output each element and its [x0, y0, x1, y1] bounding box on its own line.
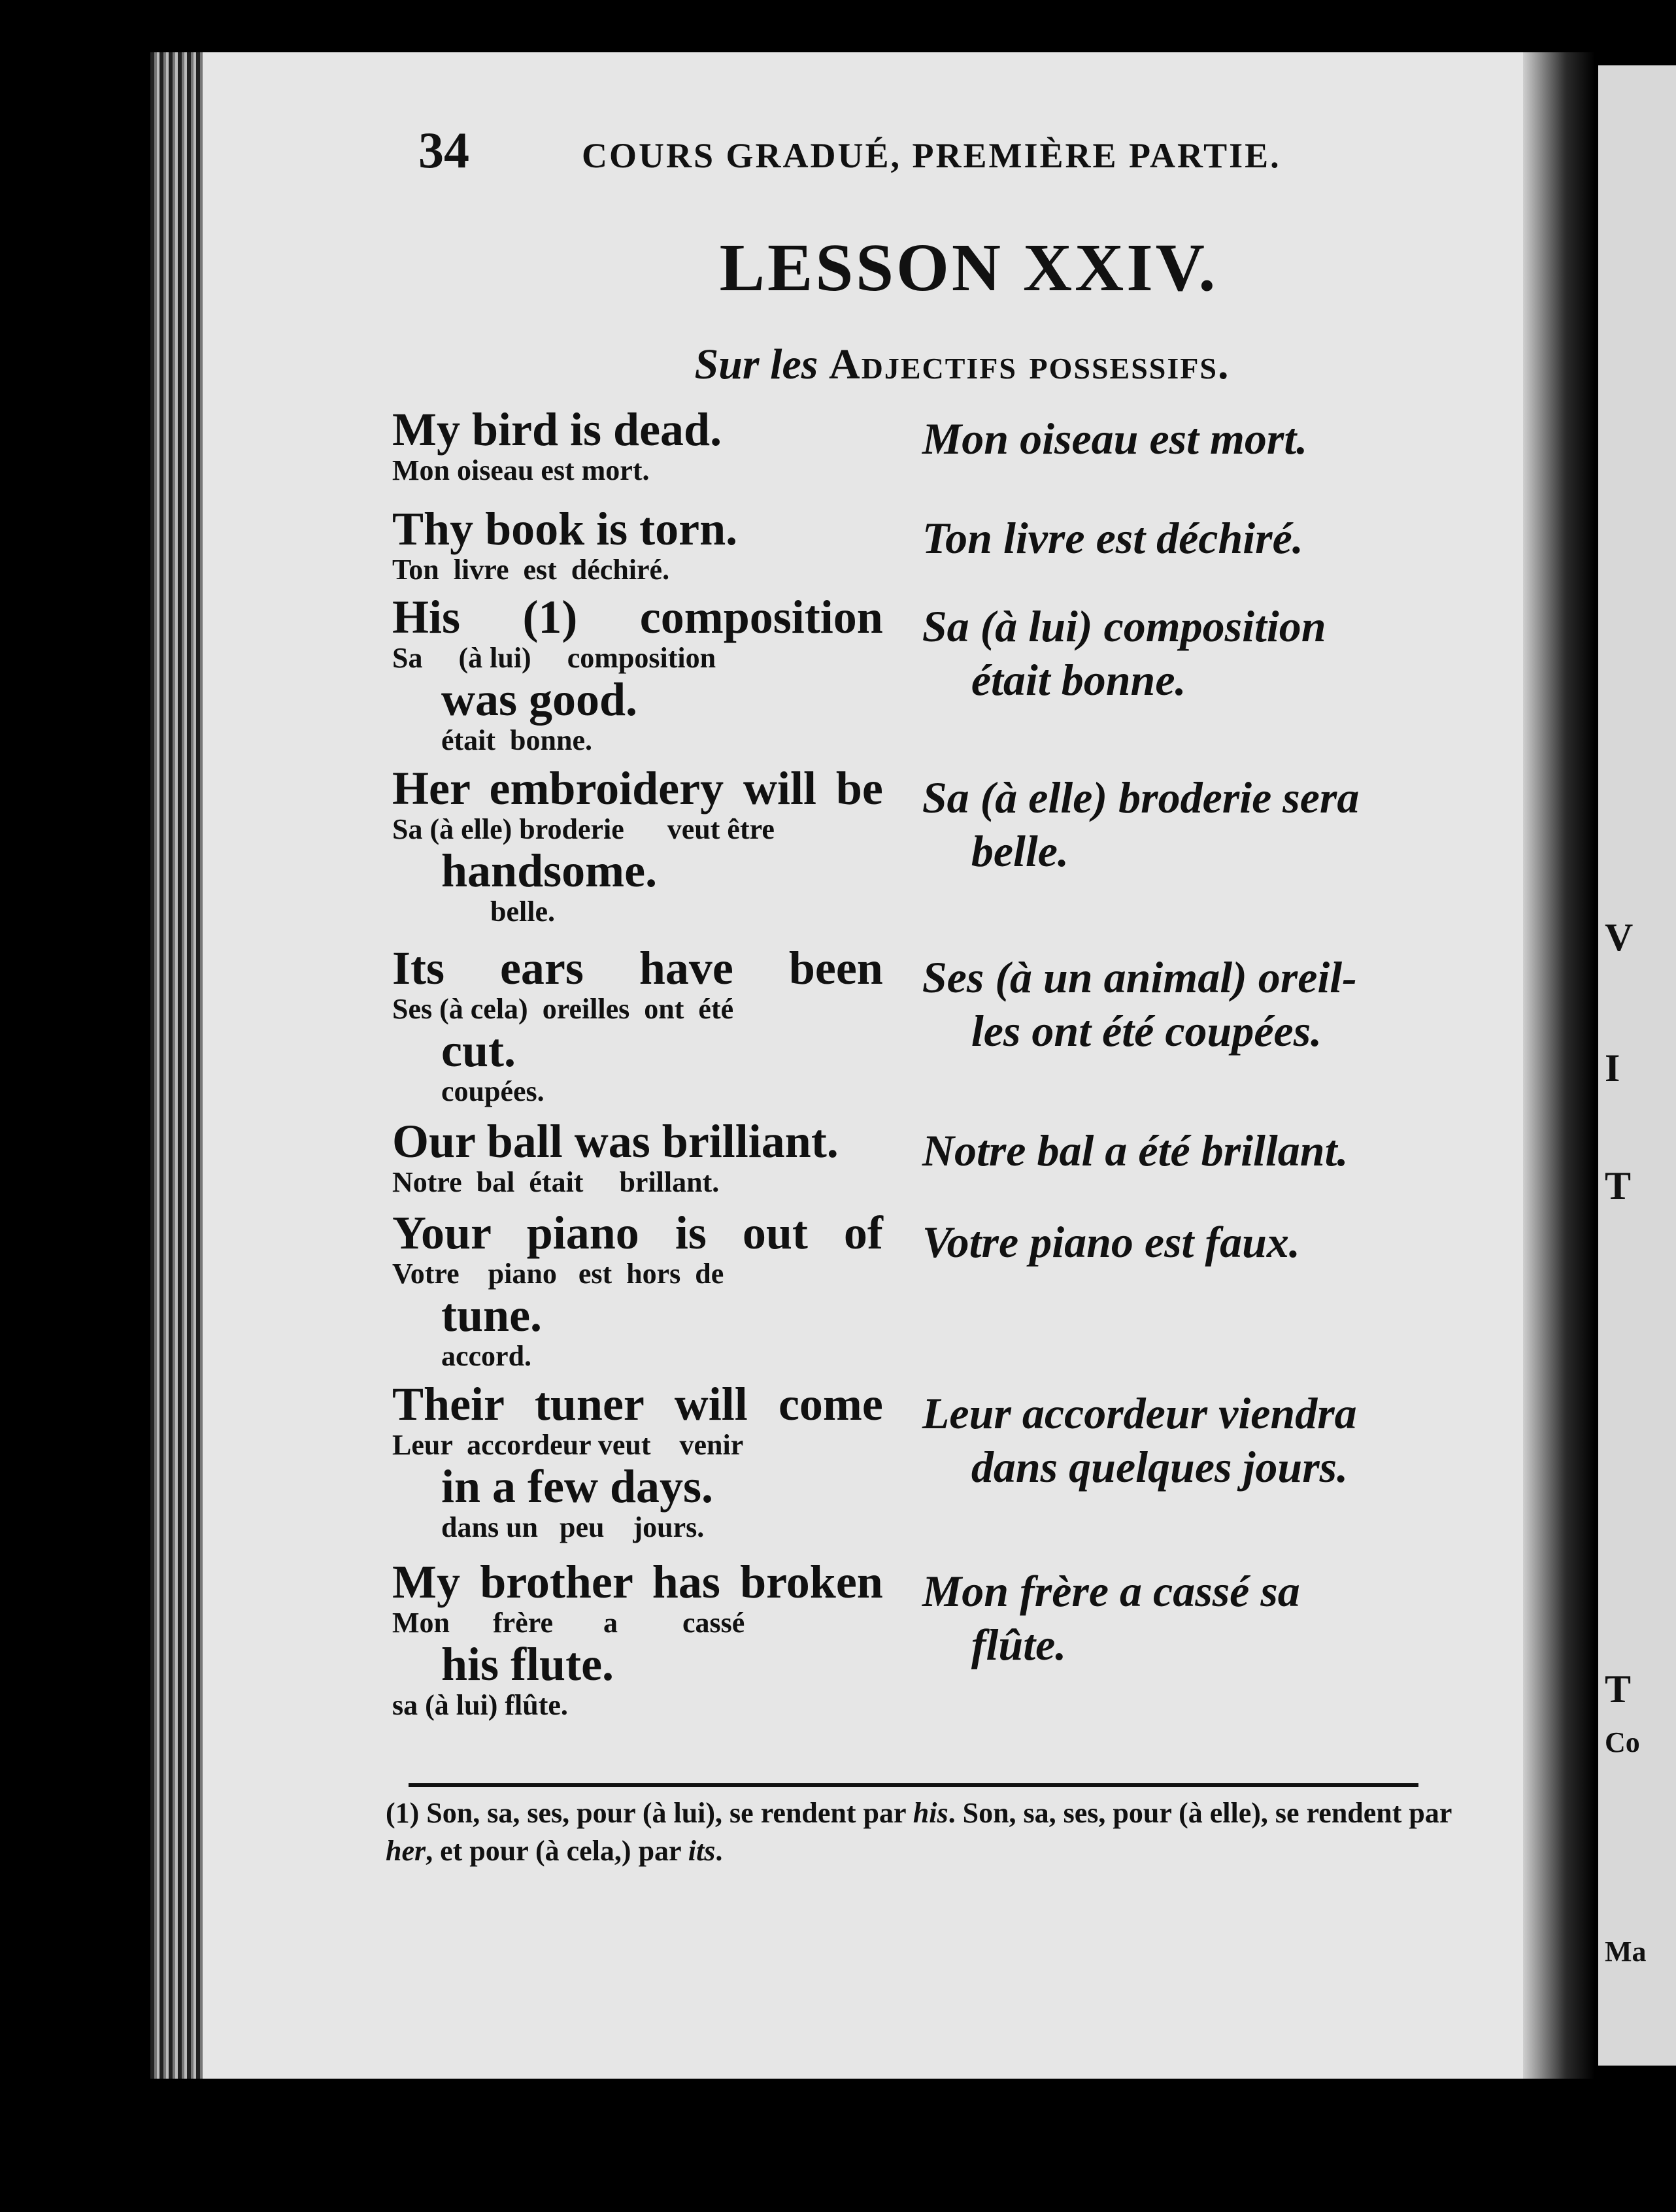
english-column: [392, 1380, 883, 1558]
page-header: [418, 121, 1360, 180]
english-column: [392, 593, 883, 764]
next-page-text: V: [1605, 916, 1634, 959]
next-page-text: Ma: [1605, 1936, 1647, 1968]
next-page-text: I: [1605, 1047, 1620, 1090]
gloss-line: Ses (à cela) oreilles ont été: [392, 993, 734, 1025]
english-line: his flute.: [441, 1638, 614, 1690]
next-page-text: T: [1605, 1667, 1632, 1711]
french-line: belle.: [971, 826, 1069, 876]
english-line: handsome.: [441, 845, 658, 897]
footnote: [386, 1794, 1464, 1870]
english-line: tune.: [441, 1289, 543, 1341]
next-page-text: T: [1605, 1164, 1632, 1207]
french-line: était bonne.: [971, 655, 1186, 705]
footnote-term: its: [688, 1835, 716, 1867]
english-line: in a few days.: [441, 1460, 714, 1513]
english-line: Her embroidery will be: [392, 762, 883, 814]
english-line: Its ears have been: [392, 942, 883, 994]
french-line: Ses (à un animal) oreil-: [922, 952, 1357, 1002]
english-line: My brother has broken: [392, 1556, 883, 1608]
footnote-text: (1) Son, sa, ses, pour (à lui), se rendent par: [386, 1797, 913, 1829]
french-column: [922, 593, 1503, 764]
french-column: [922, 1558, 1503, 1728]
english-column: [392, 1558, 883, 1728]
lesson-entry: [392, 1117, 1503, 1209]
french-line: Votre piano est faux.: [922, 1217, 1300, 1267]
english-column: [392, 944, 883, 1117]
english-column: [392, 405, 883, 505]
lesson-entry: [392, 944, 1503, 1117]
english-line: was good.: [441, 673, 638, 726]
subtitle-main: Adjectifs possessifs.: [828, 341, 1230, 388]
french-line: Sa (à elle) broderie sera: [922, 773, 1360, 822]
english-column: [392, 764, 883, 944]
english-line: Our ball was brilliant.: [392, 1115, 839, 1167]
english-line: Their tuner will come: [392, 1378, 883, 1430]
french-line: dans quelques jours.: [971, 1442, 1349, 1492]
english-line: My bird is dead.: [392, 403, 722, 456]
french-line: flûte.: [971, 1620, 1067, 1669]
french-line: Ton livre est déchiré.: [922, 513, 1303, 563]
french-line: Mon oiseau est mort.: [922, 414, 1308, 463]
french-column: [922, 944, 1503, 1117]
lesson-entry: [392, 1558, 1503, 1728]
lesson-entry: [392, 505, 1503, 593]
gloss-line: belle.: [490, 896, 555, 928]
subtitle-prefix: Sur les: [694, 341, 818, 388]
running-head: COURS GRADUÉ, PREMIÈRE PARTIE.: [582, 136, 1281, 175]
lesson-entry: [392, 764, 1503, 944]
footnote-rule: [409, 1783, 1418, 1787]
footnote-text: , et pour (à cela,) par: [426, 1835, 688, 1867]
page-number: 34: [418, 122, 469, 178]
footnote-term: her: [386, 1835, 426, 1867]
french-line: les ont été coupées.: [971, 1006, 1322, 1056]
gloss-line: Mon frère a cassé: [392, 1607, 745, 1639]
french-column: [922, 1380, 1503, 1558]
english-line: cut.: [441, 1024, 516, 1077]
french-column: [922, 1209, 1503, 1380]
french-line: Notre bal a été brillant.: [922, 1126, 1349, 1175]
footnote-text: . Son, sa, ses, pour (à elle), se rendent par: [948, 1797, 1452, 1829]
english-line: His (1) composition: [392, 591, 883, 643]
french-line: Mon frère a cassé sa: [922, 1566, 1300, 1616]
english-column: [392, 505, 883, 593]
lesson-subtitle: [0, 340, 1676, 390]
french-column: [922, 1117, 1503, 1209]
french-column: [922, 764, 1503, 944]
next-page-text: Co: [1605, 1726, 1640, 1758]
french-line: Leur accordeur viendra: [922, 1388, 1357, 1438]
gloss-line: Leur accordeur veut venir: [392, 1429, 744, 1461]
lesson-entry: [392, 593, 1503, 764]
english-line: Your piano is out of: [392, 1207, 883, 1259]
english-line: Thy book is torn.: [392, 503, 738, 555]
gloss-line: accord.: [441, 1340, 532, 1372]
lesson-entry: [392, 405, 1503, 505]
lesson-entry: [392, 1209, 1503, 1380]
lesson-entries: [392, 405, 1503, 1728]
gloss-line: était bonne.: [441, 724, 592, 756]
gloss-line: Sa (à lui) composition: [392, 642, 716, 674]
french-column: [922, 505, 1503, 593]
lesson-entry: [392, 1380, 1503, 1558]
gloss-line: coupées.: [441, 1075, 545, 1107]
gloss-line: Sa (à elle) broderie veut être: [392, 813, 775, 845]
footnote-text: .: [715, 1835, 723, 1867]
gloss-line: Votre piano est hors de: [392, 1258, 724, 1290]
gloss-line: sa (à lui) flûte.: [392, 1689, 568, 1721]
english-column: [392, 1209, 883, 1380]
footnote-term: his: [913, 1797, 948, 1829]
french-line: Sa (à lui) composition: [922, 601, 1326, 651]
english-column: [392, 1117, 883, 1209]
lesson-title: LESSON XXIV.: [719, 230, 1218, 305]
gloss-line: Notre bal était brillant.: [392, 1166, 720, 1198]
gloss-line: dans un peu jours.: [441, 1511, 705, 1543]
gloss-line: Ton livre est déchiré.: [392, 554, 670, 586]
french-column: [922, 405, 1503, 505]
gloss-line: Mon oiseau est mort.: [392, 454, 650, 486]
